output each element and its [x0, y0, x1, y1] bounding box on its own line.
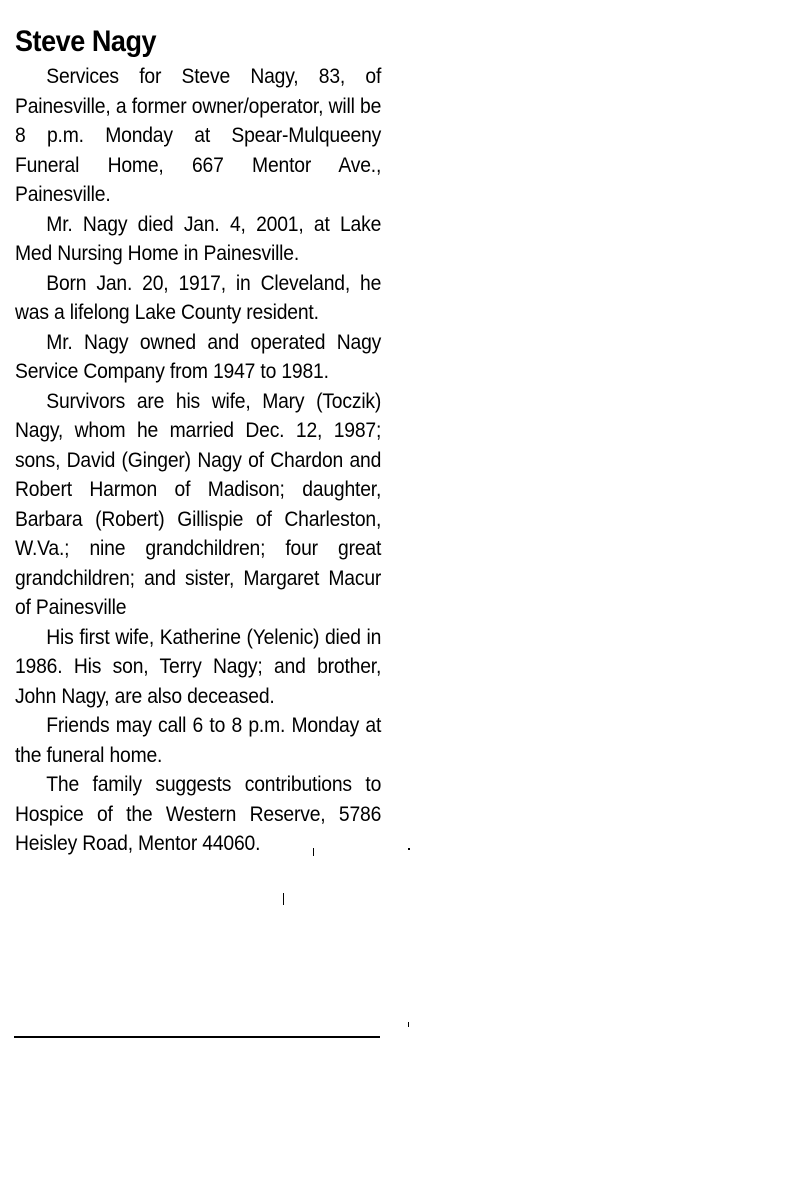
paragraph-contributions: The family suggests contributions to Hospice of the Western Reserve, 5786 Heisley Road, Mentor 44060. [15, 773, 382, 855]
scan-speck [313, 848, 314, 856]
paragraph-deceased: His first wife, Katherine (Yelenic) died in 1986. His son, Terry Nagy; and brother, John Nagy, are also deceased. [15, 625, 382, 708]
paragraph-visitation: Friends may call 6 to 8 p.m. Monday at the funeral home. [15, 714, 382, 767]
paragraph-birth: Born Jan. 20, 1917, in Cleveland, he was a lifelong Lake County resident. [15, 271, 382, 324]
paragraph-career: Mr. Nagy owned and operated Nagy Service Company from 1947 to 1981. [15, 330, 382, 383]
scan-speck [408, 1022, 409, 1027]
scan-speck [283, 893, 284, 905]
paragraph-death: Mr. Nagy died Jan. 4, 2001, at Lake Med Nursing Home in Painesville. [15, 212, 382, 265]
obituary-headline: Steve Nagy [15, 25, 157, 58]
obituary-clipping [15, 22, 381, 859]
paragraph-services: Services for Steve Nagy, 83, of Painesville, a former owner/operator, will be 8 p.m. Monday at Spear-Mulqueeny Funeral Home, 667 Mentor Ave., Painesville. [15, 65, 382, 206]
scan-speck [408, 848, 410, 850]
bottom-rule [14, 1036, 380, 1038]
paragraph-survivors: Survivors are his wife, Mary (Toczik) Nagy, whom he married Dec. 12, 1987; sons, David (Ginger) Nagy of Chardon and Robert Harmon of Madison; daughter, Barbara (Robert) Gillispie of Charleston, W.Va.; nine grandchildren; four great grandchildren; and sister, Margaret Macur of Painesville [15, 389, 382, 619]
